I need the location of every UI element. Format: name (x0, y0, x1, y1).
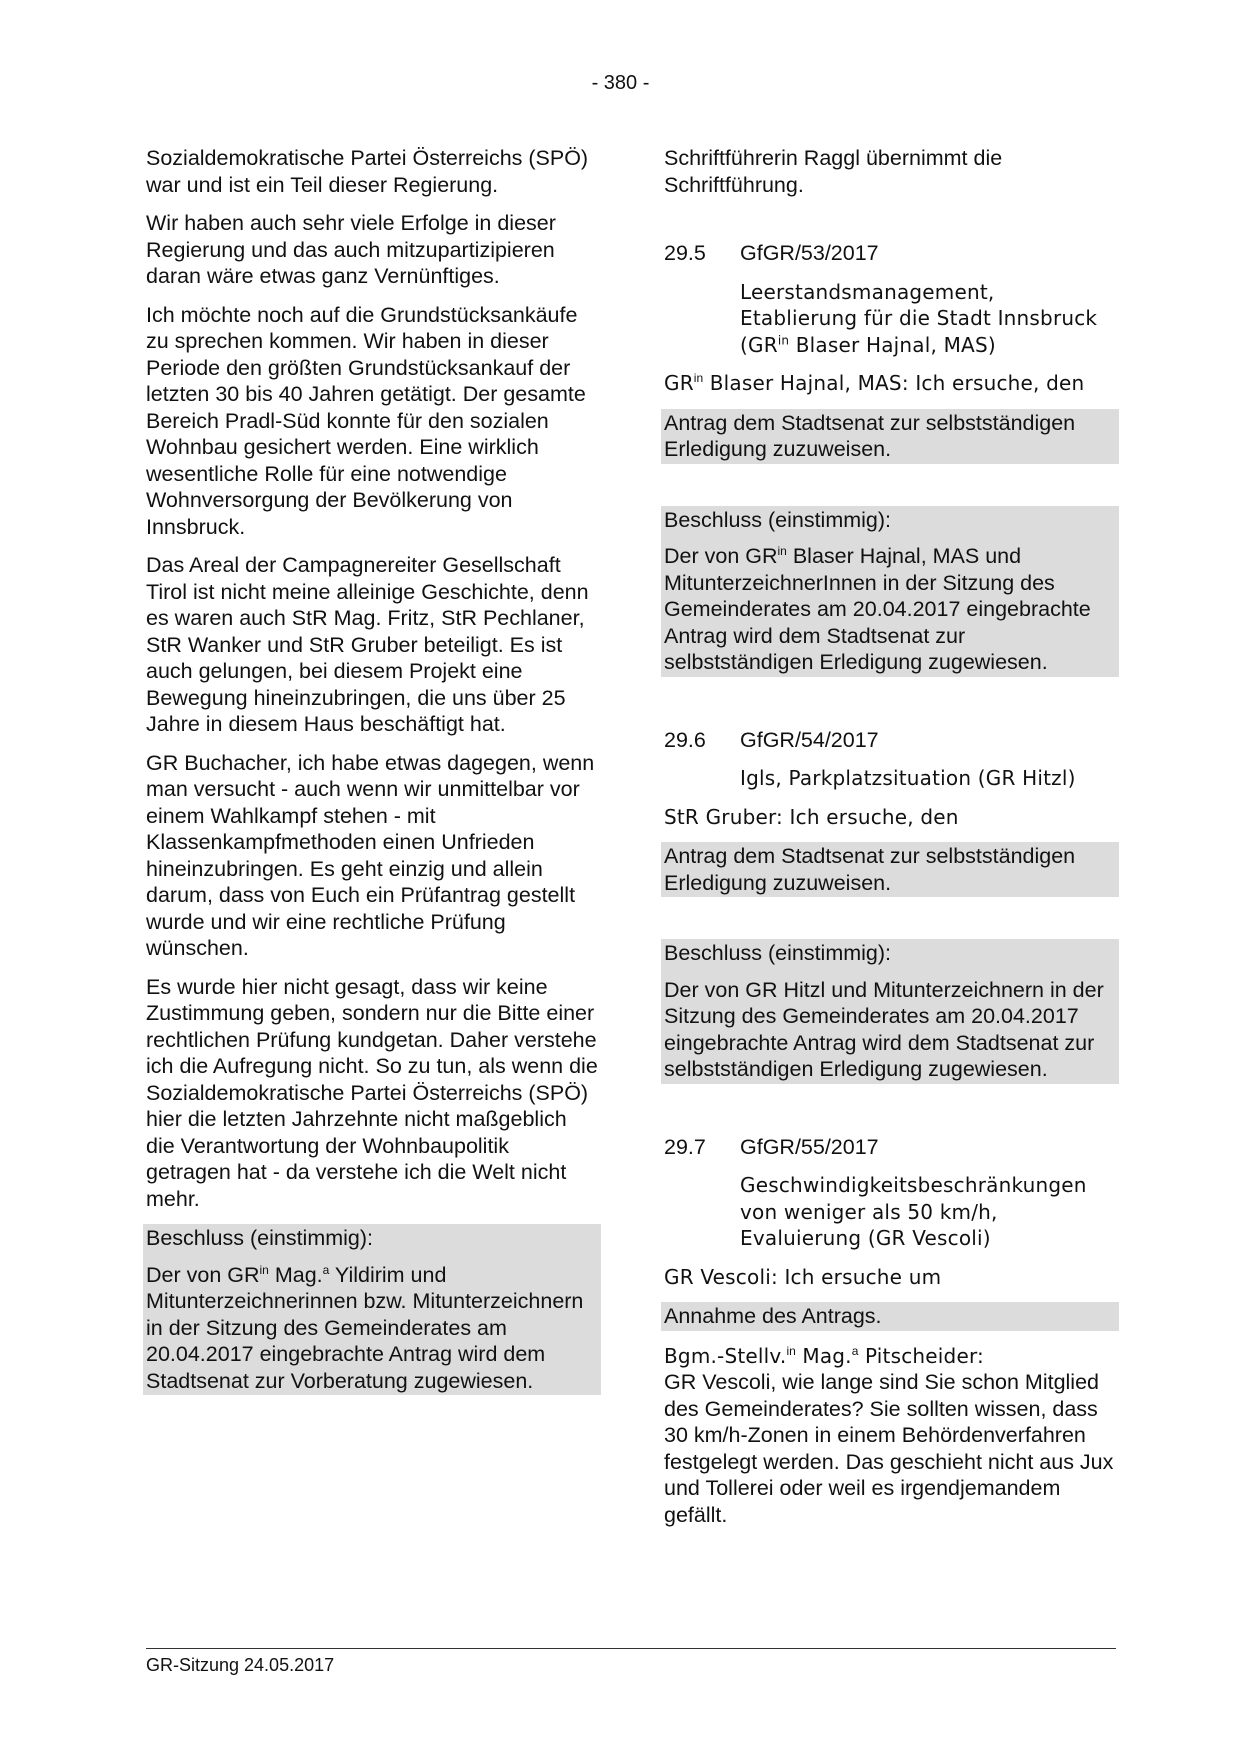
footer-divider (146, 1648, 1116, 1649)
resolution-text: Der von $GR^{in}$ Blaser Hajnal, MAS und MitunterzeichnerInnen in der Sitzung des Gemeinderates am 20.04.2017 eingebrachte Antrag wird dem Stadtsenat zur selbstständigen Erledigung zugewiesen. (664, 543, 1091, 674)
resolution-label: Beschluss (einstimmig): (146, 1226, 373, 1250)
right-column (664, 145, 1116, 1540)
resolution-label: Beschluss (einstimmig): (664, 941, 891, 965)
agenda-item-heading: 29.6 GfGR/54/2017 (664, 727, 879, 752)
agenda-item-heading: 29.7 GfGR/55/2017 (664, 1134, 879, 1159)
agenda-item-title: Geschwindigkeitsbeschränkungen von weniger als 50 km/h, Evaluierung (GR Vescoli) (740, 1173, 1087, 1250)
speaker-line: $GR^{in}$ Blaser Hajnal, MAS: Ich ersuche, den (664, 370, 1085, 395)
paragraph: GR Buchacher, ich habe etwas dagegen, wenn man versucht - auch wenn wir unmittelbar vor einem Wahlkampf stehen - mit Klassenkampfmethoden einen Unfrieden hineinzubringen. Es geht einzig und allein darum, dass von Euch ein Prüfantrag gestellt wurde und wir eine rechtliche Prüfung wünschen. (146, 750, 595, 960)
agenda-item-title: Leerstandsmanagement, Etablierung für die Stadt Innsbruck ($GR^{in}$ Blaser Hajnal, MAS) (740, 279, 1098, 357)
resolution-text: Der von $GR^{in}$ Mag.$^a$ Yildirim und Mitunterzeichnerinnen bzw. Mitunterzeichnern in der Sitzung des Gemeinderates am 20.04.2017 eingebrachte Antrag wird dem Stadtsenat zur Vorberatung zugewiesen. (146, 1262, 584, 1393)
agenda-item-title: Igls, Parkplatzsituation (GR Hitzl) (740, 766, 1076, 790)
paragraph: Schriftführerin Raggl übernimmt die Schriftführung. (664, 146, 1003, 197)
page-number: - 380 - (591, 72, 650, 94)
resolution-block (661, 939, 1119, 1084)
reply-paragraph: Bgm.-Stellv.$^{in}$ Mag.$^a$ Pitscheider: GR Vescoli, wie lange sind Sie schon Mitglied des Gemeinderates? Sie sollten wissen, dass 30 km/h-Zonen in einem Behördenverfahren festgelegt werden. Das geschieht nicht aus Jux und Tollerei oder weil es irgendjemandem gefällt. (664, 1343, 1114, 1527)
request-text: Annahme des Antrags. (661, 1302, 1119, 1331)
paragraph: Sozialdemokratische Partei Österreichs (SPÖ) war und ist ein Teil dieser Regierung. (146, 146, 589, 197)
request-text: Antrag dem Stadtsenat zur selbstständigen Erledigung zuzuweisen. (661, 842, 1119, 897)
request-text: Antrag dem Stadtsenat zur selbstständigen Erledigung zuzuweisen. (661, 409, 1119, 464)
resolution-block (661, 506, 1119, 677)
paragraph: Ich möchte noch auf die Grundstücksankäufe zu sprechen kommen. Wir haben in dieser Periode den größten Grundstücksankauf der letzten 30 bis 40 Jahren getätigt. Der gesamte Bereich Pradl-Süd konnte für den sozialen Wohnbau gesichert werden. Eine wirklich wesentliche Rolle für eine notwendige Wohnversorgung der Bevölkerung von Innsbruck. (146, 302, 586, 539)
paragraph: Es wurde hier nicht gesagt, dass wir keine Zustimmung geben, sondern nur die Bitte einer rechtlichen Prüfung kundgetan. Daher verstehe ich die Aufregung nicht. So zu tun, als wenn die Sozialdemokratische Partei Österreichs (SPÖ) hier die letzten Jahrzehnte nicht maßgeblich die Verantwortung der Wohnbaupolitik getragen hat - da verstehe ich die Welt nicht mehr. (146, 974, 598, 1211)
resolution-text: Der von GR Hitzl und Mitunterzeichnern in der Sitzung des Gemeinderates am 20.04.2017 eingebrachte Antrag wird dem Stadtsenat zur selbstständigen Erledigung zugewiesen. (664, 977, 1104, 1081)
resolution-label: Beschluss (einstimmig): (664, 507, 891, 532)
paragraph: Wir haben auch sehr viele Erfolge in dieser Regierung und das auch mitzupartizipieren daran wäre etwas ganz Vernünftiges. (146, 211, 556, 288)
agenda-item-heading: 29.5 GfGR/53/2017 (664, 241, 879, 265)
left-column (146, 145, 598, 1395)
speaker-line: StR Gruber: Ich ersuche, den (664, 804, 959, 829)
footer-text: GR-Sitzung 24.05.2017 (146, 1655, 335, 1675)
paragraph: Das Areal der Campagnereiter Gesellschaft Tirol ist nicht meine alleinige Geschichte, denn es waren auch StR Mag. Fritz, StR Pechlaner, StR Wanker und StR Gruber beteiligt. Es ist auch gelungen, bei diesem Projekt eine Bewegung hineinzubringen, die uns über 25 Jahre in diesem Haus beschäftigt hat. (146, 553, 589, 736)
resolution-block (143, 1224, 601, 1395)
speaker-line: GR Vescoli: Ich ersuche um (664, 1264, 942, 1289)
